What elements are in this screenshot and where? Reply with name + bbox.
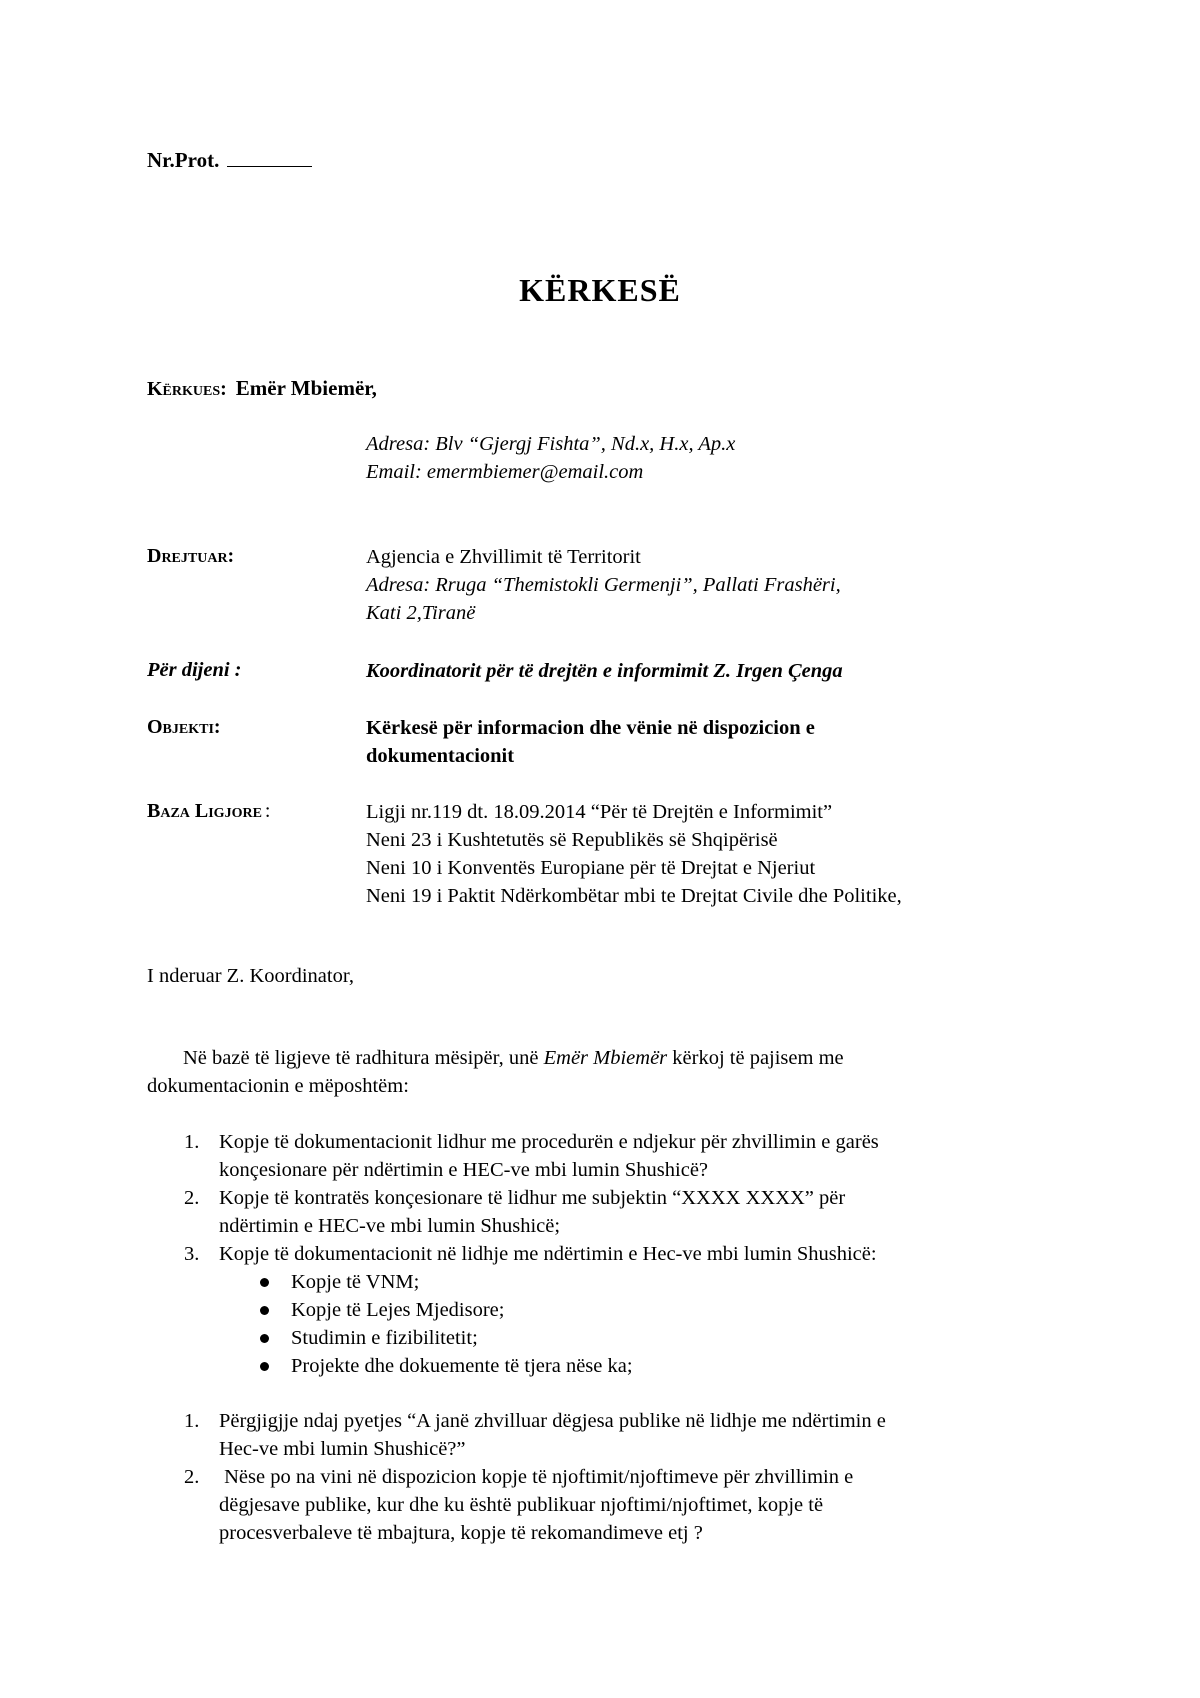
subject-label-wrap xyxy=(147,716,221,739)
bullet-icon xyxy=(260,1278,269,1287)
list-item-line: procesverbaleve të mbajtura, kopje të rekomandimeve etj ? xyxy=(219,1522,703,1544)
list-item-number: 3. xyxy=(184,1243,200,1265)
list-item xyxy=(147,1184,1047,1240)
addressee-label-wrap xyxy=(147,545,234,568)
requester-email: Email: emermbiemer@email.com xyxy=(366,461,644,483)
list-item-line: Përgjigjje ndaj pyetjes “A janë zhvilluar dëgjesa publike në lidhje me ndërtimin e xyxy=(219,1410,886,1432)
addressee-label: Drejtuar: xyxy=(147,545,235,567)
intro-line-1 xyxy=(147,1044,1027,1072)
list-item-line: Kopje të kontratës konçesionare të lidhur me subjektin “XXXX XXXX” për xyxy=(219,1187,846,1209)
bullet-icon xyxy=(260,1306,269,1315)
addressee-agency: Agjencia e Zhvillimit të Territorit xyxy=(366,546,641,568)
addressee-address: Adresa: Rruga “Themistokli Germenji”, Pallati Frashëri, xyxy=(366,574,841,596)
list-item-line: dëgjesave publike, kur dhe ku është publikuar njoftimi/njoftimet, kopje të xyxy=(219,1494,824,1516)
requester-contact xyxy=(366,430,735,486)
list-item-line: ndërtimin e HEC-ve mbi lumin Shushicë; xyxy=(219,1215,561,1237)
question-list xyxy=(147,1407,1047,1547)
intro-paragraph xyxy=(147,1044,1027,1100)
subject-label: Objekti: xyxy=(147,716,221,738)
sub-list-item-text: Studimin e fizibilitetit; xyxy=(291,1327,478,1349)
list-item-line: Kopje të dokumentacionit lidhur me procedurën e ndjekur për zhvillimin e garës xyxy=(219,1131,879,1153)
list-item-number: 1. xyxy=(184,1131,200,1153)
subject-block xyxy=(366,714,815,770)
legal-basis-item: Neni 23 i Kushtetutës së Republikës së Shqipërisë xyxy=(366,829,778,851)
sub-list-item xyxy=(147,1268,1047,1296)
legal-basis-colon: : xyxy=(264,800,271,822)
legal-basis-label: Baza Ligjore xyxy=(147,800,262,822)
intro-text-start: Në bazë të ligjeve të radhitura mësipër, unë xyxy=(183,1047,544,1069)
legal-basis-label-wrap xyxy=(147,800,270,823)
list-item-line: Kopje të dokumentacionit në lidhje me ndërtimin e Hec-ve mbi lumin Shushicë: xyxy=(219,1243,877,1265)
list-item-line: Hec-ve mbi lumin Shushicë?” xyxy=(219,1438,466,1460)
sub-list-item xyxy=(147,1352,1047,1380)
list-item xyxy=(147,1407,1047,1463)
document-title: KËRKESË xyxy=(519,272,681,308)
list-item-number: 2. xyxy=(184,1187,200,1209)
legal-basis-item: Neni 19 i Paktit Ndërkombëtar mbi te Drejtat Civile dhe Politike, xyxy=(366,885,902,907)
intro-text-end: kërkoj të pajisem me xyxy=(667,1047,844,1069)
requester-address: Adresa: Blv “Gjergj Fishta”, Nd.x, H.x, Ap.x xyxy=(366,433,736,455)
legal-basis-list xyxy=(366,798,902,910)
bullet-icon xyxy=(260,1334,269,1343)
protocol-label: Nr.Prot. xyxy=(147,148,220,172)
list-item-line: konçesionare për ndërtimin e HEC-ve mbi lumin Shushicë? xyxy=(219,1159,709,1181)
sub-list-item-text: Kopje të VNM; xyxy=(291,1271,420,1293)
list-item-line: Nëse po na vini në dispozicion kopje të njoftimit/njoftimeve për zhvillimin e xyxy=(219,1466,854,1488)
addressee-block xyxy=(366,543,841,627)
list-item-number: 1. xyxy=(184,1410,200,1432)
requester-name: Emër Mbiemër, xyxy=(235,376,377,400)
salutation: I nderuar Z. Koordinator, xyxy=(147,965,354,987)
subject-line-1: Kërkesë për informacion dhe vënie në dispozicion e xyxy=(366,717,815,739)
subject-line-2: dokumentacionit xyxy=(366,745,515,767)
requester-label: Kërkues: xyxy=(147,378,227,400)
addressee-floor-city: Kati 2,Tiranë xyxy=(366,602,476,624)
list-item-number: 2. xyxy=(184,1466,200,1488)
list-item xyxy=(147,1463,1047,1547)
cc-label: Për dijeni : xyxy=(147,659,242,681)
legal-basis-item: Neni 10 i Konventës Europiane për të Drejtat e Njeriut xyxy=(366,857,816,879)
cc-value: Koordinatorit për të drejtën e informimit Z. Irgen Çenga xyxy=(366,660,843,682)
protocol-blank-line xyxy=(227,165,312,167)
request-list xyxy=(147,1128,1047,1380)
sub-list-item-text: Projekte dhe dokuemente të tjera nëse ka; xyxy=(291,1355,633,1377)
sub-list-item xyxy=(147,1296,1047,1324)
sub-list-item-text: Kopje të Lejes Mjedisore; xyxy=(291,1299,505,1321)
intro-line-2: dokumentacionin e mëposhtëm: xyxy=(147,1075,409,1097)
requester-row xyxy=(147,376,377,401)
list-item xyxy=(147,1240,1047,1268)
protocol-number xyxy=(147,148,312,173)
list-item xyxy=(147,1128,1047,1184)
intro-name: Emër Mbiemër xyxy=(543,1047,668,1069)
legal-basis-item: Ligji nr.119 dt. 18.09.2014 “Për të Drejtën e Informimit” xyxy=(366,801,833,823)
sub-list-item xyxy=(147,1324,1047,1352)
bullet-icon xyxy=(260,1362,269,1371)
